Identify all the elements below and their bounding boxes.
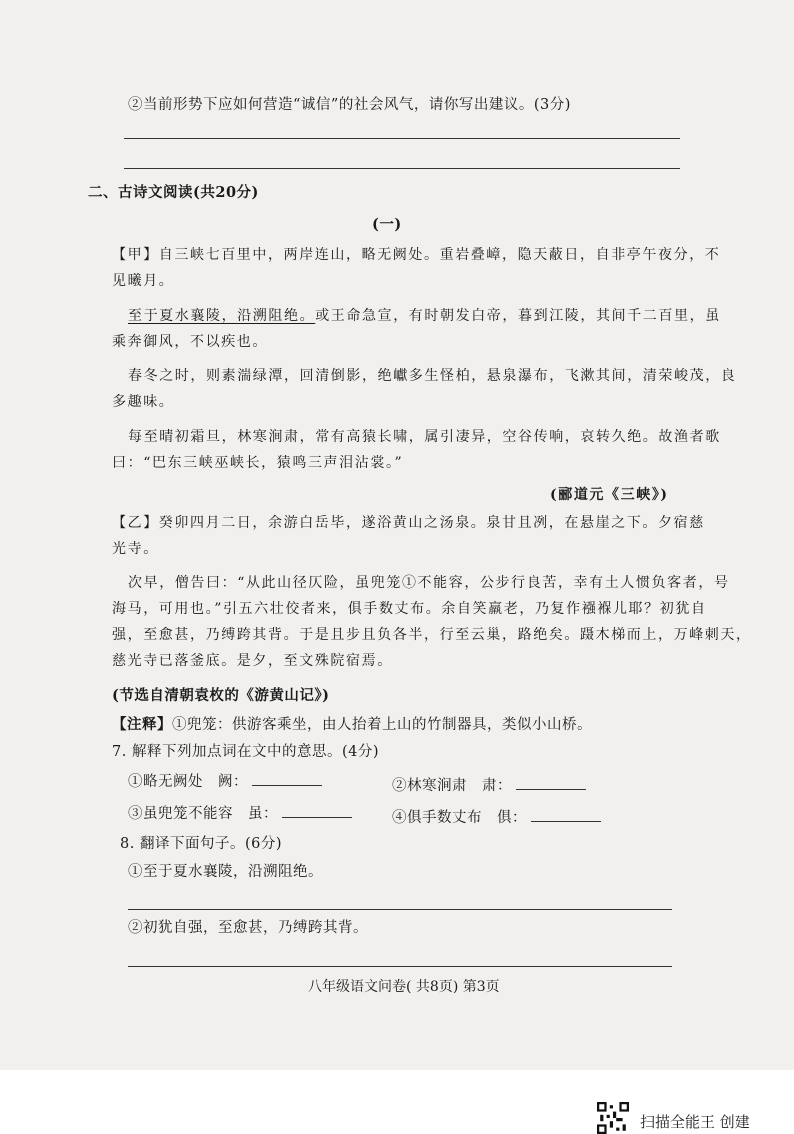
yi-line: 次早，僧告曰：“从此山径仄险，虽兜笼①不能容，公步行良苦，幸有土人惯负客者，号 (128, 575, 730, 591)
annotation-label: 【注释】 (112, 716, 172, 733)
annotation (112, 713, 592, 734)
jia-line: 乘奔御风，不以疾也。 (112, 334, 268, 350)
annotation-text: ①兜笼：供游客乘坐，由人抬着上山的竹制器具，类似小山桥。 (172, 717, 592, 733)
yi-source: (节选自清朝袁枚的《游黄山记》) (112, 687, 330, 704)
jia-line: 【甲】自三峡七百里中，两岸连山，略无阙处。重岩叠嶂，隐天蔽日，自非亭午夜分，不 (112, 247, 721, 263)
answer-line (128, 909, 672, 910)
qr-code-icon (597, 1102, 629, 1134)
answer-line (128, 966, 672, 967)
question-6-2: ②当前形势下应如何营造“诚信”的社会风气，请你写出建议。(3分) (128, 97, 571, 113)
question-7-title: 7. 解释下列加点词在文中的意思。(4分) (112, 744, 379, 760)
jia-line: 春冬之时，则素湍绿潭，回清倒影，绝巘多生怪柏，悬泉瀑布，飞漱其间，清荣峻茂，良 (128, 368, 737, 384)
jia-line: 每至晴初霜旦，林寒涧肃，常有高猿长啸，属引凄异，空谷传响，哀转久绝。故渔者歌 (128, 429, 721, 445)
question-7-item (128, 802, 352, 823)
yi-line: 光寺。 (112, 541, 159, 557)
question-7-item-label: ①略无阙处 阙： (128, 774, 248, 790)
jia-paragraph-2 (128, 305, 721, 325)
jia-text: 或王命急宣，有时朝发白帝，暮到江陵，其间千二百里，虽 (315, 308, 721, 324)
question-7-item (392, 774, 586, 795)
yi-line: 【乙】癸卯四月二日，余游白岳毕，遂浴黄山之汤泉。泉甘且冽，在悬崖之下。夕宿慈 (112, 515, 705, 531)
question-7-item-label: ②林寒涧肃 肃： (392, 778, 512, 794)
yi-line: 强，至愈甚，乃缚跨其背。于是且步且负各半，行至云巢，路绝矣。蹑木梯而上，万峰刺天， (112, 627, 752, 643)
jia-line: 多趣味。 (112, 394, 175, 410)
page-footer: 八年级语文问卷( 共8页) 第3页 (308, 979, 500, 995)
question-8-item: ②初犹自强，至愈甚，乃缚跨其背。 (128, 920, 368, 936)
question-8-title: 8. 翻译下面句子。(6分) (120, 836, 282, 852)
question-7-item (392, 806, 601, 827)
question-7-item-label: ④俱手数丈布 俱： (392, 810, 527, 826)
question-8-item: ①至于夏水襄陵，沿溯阻绝。 (128, 864, 323, 880)
section-title: 二、古诗文阅读(共20分) (88, 184, 259, 201)
question-7-item (128, 770, 322, 791)
yi-line: 慈光寺已落釜底。是夕，至文殊院宿焉。 (112, 653, 393, 669)
answer-blank[interactable] (531, 807, 601, 822)
jia-source: (郦道元《三峡》) (550, 487, 669, 503)
answer-line (124, 168, 680, 169)
answer-line (124, 138, 680, 139)
part-title: (一) (372, 216, 402, 233)
yi-line: 海马，可用也。”引五六壮佼者来，俱手数丈布。余自笑羸老，乃复作襁褓儿耶？初犹自 (112, 601, 707, 617)
underlined-sentence: 至于夏水襄陵，沿溯阻绝。 (128, 308, 316, 324)
answer-blank[interactable] (282, 803, 352, 818)
question-7-item-label: ③虽兜笼不能容 虽： (128, 806, 278, 822)
answer-blank[interactable] (516, 775, 586, 790)
jia-line: 曰：“巴东三峡巫峡长，猿鸣三声泪沾裳。” (112, 455, 404, 471)
scanner-watermark: 扫描全能王 创建 (640, 1113, 750, 1131)
answer-blank[interactable] (252, 771, 322, 786)
jia-line: 见曦月。 (112, 273, 175, 289)
